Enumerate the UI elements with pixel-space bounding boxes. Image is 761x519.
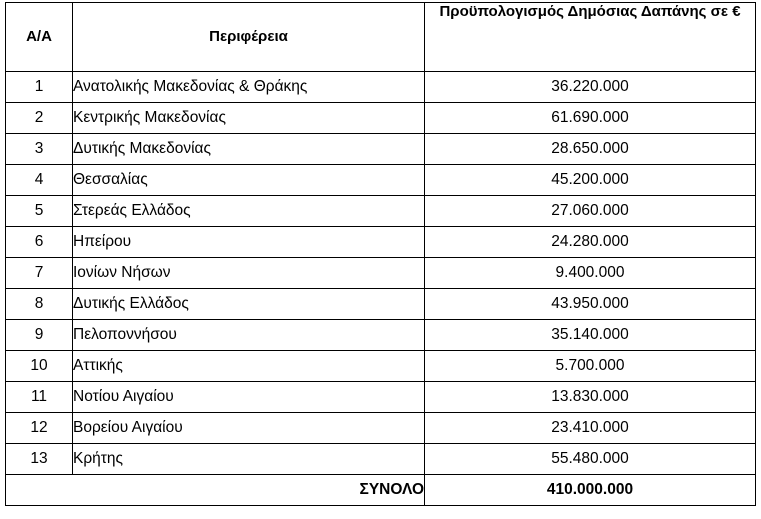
cell-region: Κεντρικής Μακεδονίας bbox=[73, 103, 425, 134]
table-row bbox=[6, 320, 756, 351]
cell-aa: 6 bbox=[6, 227, 73, 258]
cell-budget: 23.410.000 bbox=[425, 413, 756, 444]
cell-region: Ανατολικής Μακεδονίας & Θράκης bbox=[73, 72, 425, 103]
cell-aa: 9 bbox=[6, 320, 73, 351]
table-row bbox=[6, 72, 756, 103]
table-row bbox=[6, 258, 756, 289]
table-row bbox=[6, 444, 756, 475]
cell-region: Νοτίου Αιγαίου bbox=[73, 382, 425, 413]
cell-aa: 3 bbox=[6, 134, 73, 165]
cell-aa: 10 bbox=[6, 351, 73, 382]
cell-region: Θεσσαλίας bbox=[73, 165, 425, 196]
header-budget: Προϋπολογισμός Δημόσιας Δαπάνης σε € bbox=[425, 3, 756, 72]
cell-aa: 12 bbox=[6, 413, 73, 444]
cell-budget: 61.690.000 bbox=[425, 103, 756, 134]
cell-budget: 24.280.000 bbox=[425, 227, 756, 258]
cell-region: Ηπείρου bbox=[73, 227, 425, 258]
cell-budget: 36.220.000 bbox=[425, 72, 756, 103]
total-value: 410.000.000 bbox=[425, 475, 756, 506]
cell-budget: 45.200.000 bbox=[425, 165, 756, 196]
total-row bbox=[6, 475, 756, 506]
table-row bbox=[6, 227, 756, 258]
header-region: Περιφέρεια bbox=[73, 3, 425, 72]
table-row bbox=[6, 351, 756, 382]
table-row bbox=[6, 103, 756, 134]
cell-budget: 9.400.000 bbox=[425, 258, 756, 289]
cell-aa: 11 bbox=[6, 382, 73, 413]
cell-budget: 5.700.000 bbox=[425, 351, 756, 382]
cell-budget: 28.650.000 bbox=[425, 134, 756, 165]
cell-region: Κρήτης bbox=[73, 444, 425, 475]
cell-budget: 35.140.000 bbox=[425, 320, 756, 351]
table-row bbox=[6, 196, 756, 227]
cell-aa: 8 bbox=[6, 289, 73, 320]
cell-region: Αττικής bbox=[73, 351, 425, 382]
cell-region: Δυτικής Μακεδονίας bbox=[73, 134, 425, 165]
table-header-row bbox=[6, 3, 756, 72]
cell-budget: 55.480.000 bbox=[425, 444, 756, 475]
cell-aa: 13 bbox=[6, 444, 73, 475]
header-aa: Α/Α bbox=[6, 3, 73, 72]
cell-aa: 1 bbox=[6, 72, 73, 103]
cell-aa: 4 bbox=[6, 165, 73, 196]
cell-budget: 13.830.000 bbox=[425, 382, 756, 413]
cell-region: Στερεάς Ελλάδος bbox=[73, 196, 425, 227]
budget-table bbox=[5, 2, 756, 506]
table-row bbox=[6, 134, 756, 165]
cell-region: Πελοποννήσου bbox=[73, 320, 425, 351]
table-row bbox=[6, 289, 756, 320]
total-label: ΣΥΝΟΛΟ bbox=[6, 475, 425, 506]
cell-aa: 5 bbox=[6, 196, 73, 227]
cell-budget: 27.060.000 bbox=[425, 196, 756, 227]
table-row bbox=[6, 382, 756, 413]
cell-region: Βορείου Αιγαίου bbox=[73, 413, 425, 444]
cell-region: Δυτικής Ελλάδος bbox=[73, 289, 425, 320]
table-row bbox=[6, 413, 756, 444]
cell-aa: 2 bbox=[6, 103, 73, 134]
table-row bbox=[6, 165, 756, 196]
cell-budget: 43.950.000 bbox=[425, 289, 756, 320]
cell-region: Ιονίων Νήσων bbox=[73, 258, 425, 289]
cell-aa: 7 bbox=[6, 258, 73, 289]
